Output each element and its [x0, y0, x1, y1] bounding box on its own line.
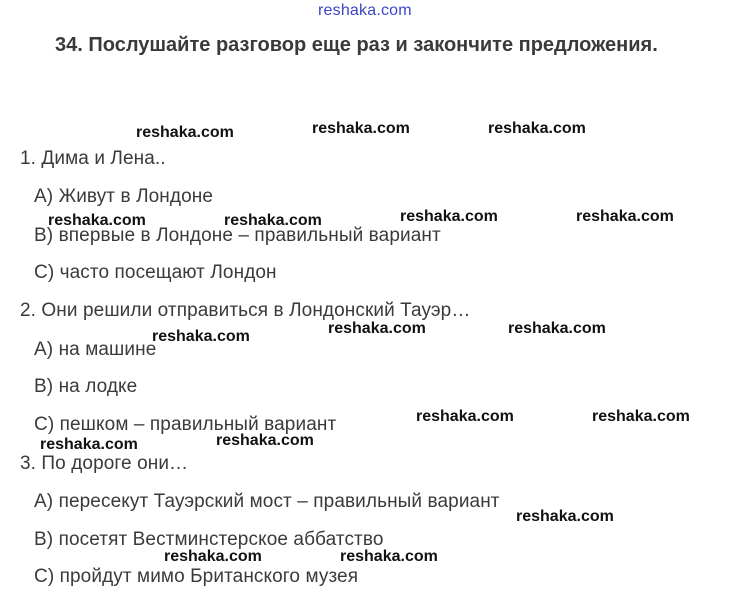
question-3-option-b: B) посетят Вестминстерское аббатство	[34, 529, 384, 550]
question-1-option-c: C) часто посещают Лондон	[34, 262, 277, 283]
task-number: 34.	[55, 34, 83, 56]
question-3-option-c: C) пройдут мимо Британского музея	[34, 566, 359, 587]
question-3-option-a: A) пересекут Тауэрский мост – правильный вариант	[34, 491, 500, 512]
watermark: reshaka.com	[48, 212, 146, 229]
watermark: reshaka.com	[40, 436, 138, 453]
watermark: reshaka.com	[592, 408, 690, 425]
watermark: reshaka.com	[216, 432, 314, 449]
watermark: reshaka.com	[224, 212, 322, 229]
watermark: reshaka.com	[164, 548, 262, 565]
watermark: reshaka.com	[152, 328, 250, 345]
question-3: 3. По дороге они…	[20, 453, 189, 474]
watermark: reshaka.com	[400, 208, 498, 225]
task-title	[55, 34, 658, 57]
task-text: Послушайте разговор еще раз и закончите предложения.	[88, 34, 658, 56]
watermark: reshaka.com	[136, 124, 234, 141]
watermark: reshaka.com	[416, 408, 514, 425]
watermark: reshaka.com	[340, 548, 438, 565]
site-link[interactable]: reshaka.com	[318, 2, 412, 19]
watermark: reshaka.com	[576, 208, 674, 225]
question-2-option-a: A) на машине	[34, 339, 157, 360]
question-1-option-b: B) впервые в Лондоне – правильный вариант	[34, 225, 441, 246]
watermark: reshaka.com	[516, 508, 614, 525]
question-2-option-c: C) пешком – правильный вариант	[34, 414, 337, 435]
question-2: 2. Они решили отправиться в Лондонский Тауэр…	[20, 300, 471, 321]
watermark: reshaka.com	[488, 120, 586, 137]
question-1-option-a: A) Живут в Лондоне	[34, 186, 214, 207]
watermark: reshaka.com	[312, 120, 410, 137]
question-2-option-b: B) на лодке	[34, 376, 138, 397]
watermark: reshaka.com	[508, 320, 606, 337]
question-1: 1. Дима и Лена..	[20, 148, 166, 169]
watermark: reshaka.com	[328, 320, 426, 337]
